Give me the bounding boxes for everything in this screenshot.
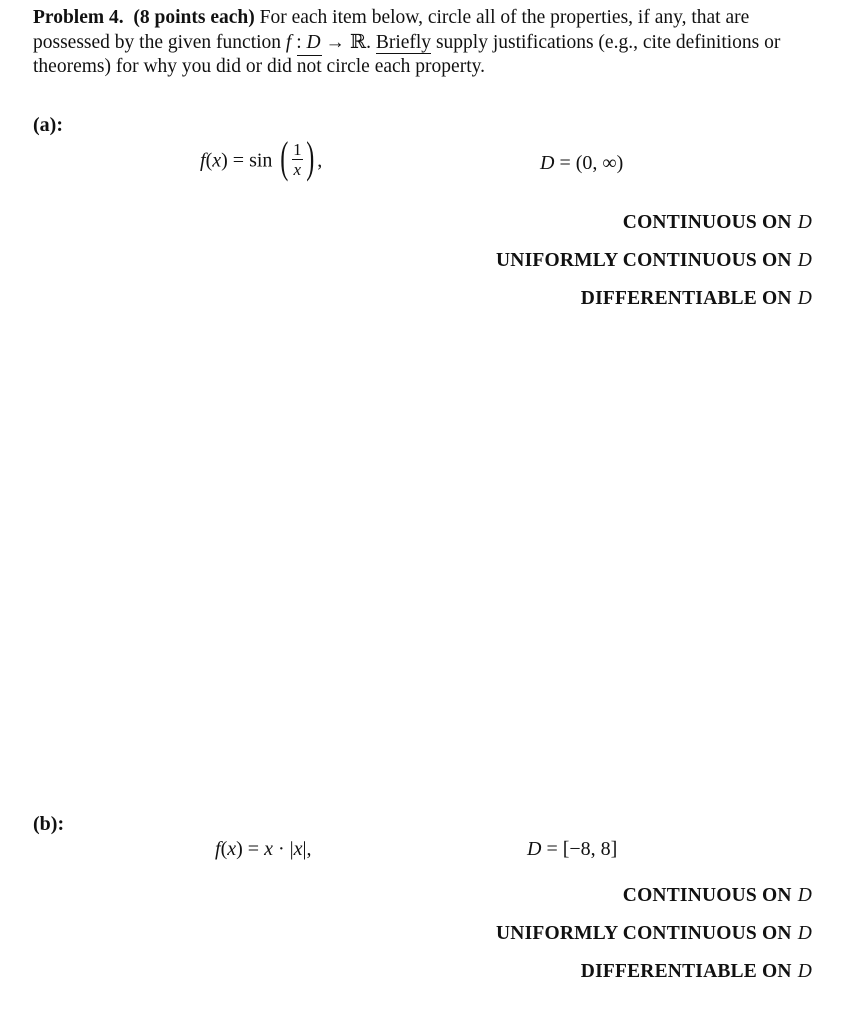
property-label: DIFFERENTIABLE ON [580,961,792,982]
fraction-numerator: 1 [293,139,302,159]
not-word: not [296,56,322,77]
property-var: D [797,288,812,309]
part-a-open-paren: ( [205,149,213,172]
part-a-function [200,133,323,182]
part-b-open-paren: ( [220,838,228,860]
part-b-equals: ) = [236,838,265,860]
part-b-x3: x [293,838,303,860]
part-b-abs-close: |, [302,838,312,860]
property-var: D [797,961,812,982]
property-label: UNIFORMLY CONTINUOUS ON [496,923,792,944]
fn-codomain: → ℝ. [320,31,376,53]
part-b-domain-value: = [−8, 8] [541,838,618,860]
fn-domain-symbol: D [306,31,321,53]
part-a-sin: ) = sin [221,149,273,172]
part-b-function [215,838,312,861]
property-var: D [797,250,812,271]
part-a-property-differentiable[interactable] [581,288,812,310]
part-a-property-continuous[interactable] [623,212,812,234]
part-a-right-paren: ) [305,133,314,182]
problem-heading: Problem 4. [33,7,124,28]
fn-colon: : [291,31,307,53]
part-b-label: (b): [33,813,65,835]
statement-text-2: supply justifications (e.g., cite definitions or theorems) for why you did or did [33,31,781,77]
briefly-word: Briefly [375,31,432,53]
property-var: D [797,885,812,906]
part-b-dot: · | [272,838,294,860]
statement-text-3: circle each property. [321,56,485,77]
property-var: D [797,923,812,944]
part-b-x2: x [264,838,273,860]
part-a-domain [540,152,623,175]
part-b-x: x [227,838,237,860]
points-note: (8 points each) [133,7,255,28]
part-b-property-differentiable[interactable] [581,961,812,983]
part-a-label: (a): [33,114,63,136]
part-b-property-continuous[interactable] [623,885,812,907]
property-label: CONTINUOUS ON [622,885,792,906]
property-label: UNIFORMLY CONTINUOUS ON [496,250,792,271]
part-a-domain-value: = (0, ∞) [554,152,624,174]
property-label: CONTINUOUS ON [622,212,792,233]
fn-symbol: f [285,31,292,53]
part-a-comma: , [317,149,323,172]
property-label: DIFFERENTIABLE ON [580,288,792,309]
part-b-domain [527,838,617,861]
problem-statement [33,6,819,80]
part-a-fraction [292,140,303,179]
part-a-property-uniformly-continuous[interactable] [496,250,812,272]
statement-text-1: For each item below, circle all of the properties, if any, that are possessed by the given function [33,7,750,53]
part-b-property-uniformly-continuous[interactable] [496,923,812,945]
part-a-f: f [200,149,206,172]
part-a-x: x [212,149,222,172]
fraction-denominator: x [293,159,302,179]
part-b-f: f [215,838,221,860]
part-a-left-paren: ( [280,133,289,182]
part-a-domain-symbol: D [540,152,555,174]
part-b-domain-symbol: D [527,838,542,860]
property-var: D [797,212,812,233]
